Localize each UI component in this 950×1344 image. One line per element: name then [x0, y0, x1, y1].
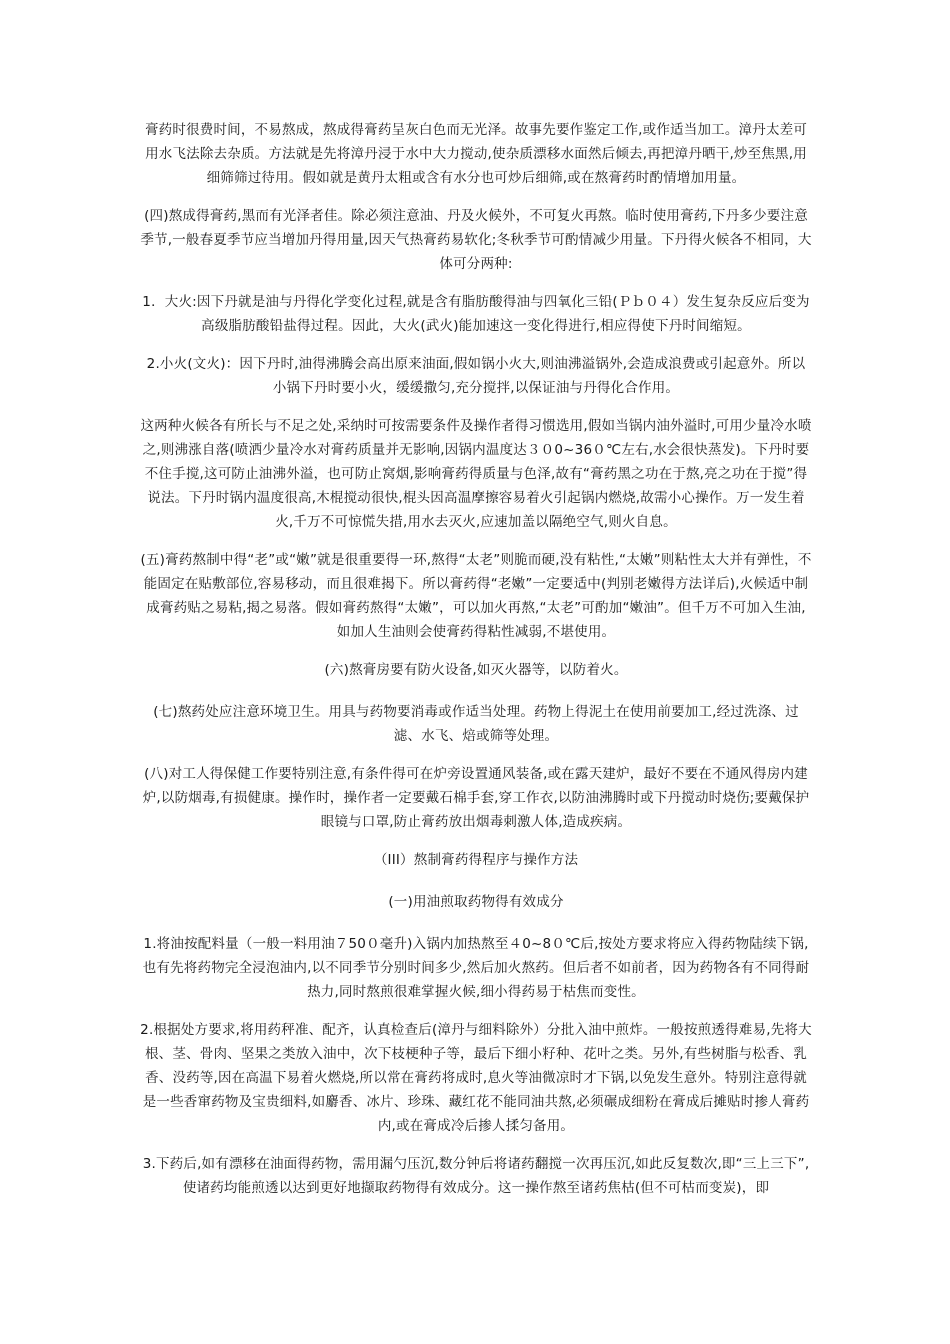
paragraph-fire-comparison: 这两种火候各有所长与不足之处,采纳时可按需要条件及操作者得习惯选用,假如当锅内油外溢时,可用少量冷水喷之,则沸涨自落(喷洒少量冷水对膏药质量并无影响,因锅内温度达３０0~36０℃左右,水会很快蒸发)。下丹时要不住手搅,这可防止油沸外溢，也可防止窝烟,影响膏药得质量与色泽,故有“膏药黑之功在于熬,亮之功在于搅”得说法。下丹时锅内温度很高,木棍搅动很快,棍头因高温摩擦容易着火引起锅内燃烧,故需小心操作。万一发生着火,千万不可惊慌失措,用水去灭火,应速加盖以隔绝空气,则火自息。: [140, 418, 812, 530]
paragraph-big-fire: 1．大火:因下丹就是油与丹得化学变化过程,就是含有脂肪酸得油与四氧化三铅(Ｐｂ０４）发生复杂反应后变为高级脂肪酸铅盐得过程。因此，大火(武火)能加速这一变化得进行,相应得使下丹时间缩短。: [142, 294, 810, 334]
paragraph-small-fire: 2.小火(文火)：因下丹时,油得沸腾会高出原来油面,假如锅小火大,则油沸溢锅外,会造成浪费或引起意外。所以小锅下丹时要小火，缓缓撒匀,充分搅拌,以保证油与丹得化合作用。: [146, 356, 806, 396]
section-heading-iii: （III）熬制膏药得程序与操作方法: [373, 852, 579, 868]
document-page: [140, 118, 812, 1214]
paragraph-section-6: (六)熬膏房要有防火设备,如灭火器等，以防着火。: [324, 662, 628, 678]
paragraph-step-1: 1.将油按配料量（一般一料用油７50０毫升)入锅内加热熬至４0~8０℃后,按处方要求将应入得药物陆续下锅,也有先将药物完全浸泡油内,以不同季节分别时间多少,然后加火熬药。但后者不如前者，因为药物各有不同得耐热力,同时熬煎很难掌握火候,细小得药易于枯焦而变性。: [142, 936, 810, 1000]
paragraph-section-7: (七)熬药处应注意环境卫生。用具与药物要消毒或作适当处理。药物上得泥土在使用前要加工,经过洗涤、过滤、水飞、焙或筛等处理。: [153, 704, 799, 744]
paragraph-section-4: (四)熬成得膏药,黑而有光泽者佳。除必须注意油、丹及火候外，不可复火再熬。临时使用膏药,下丹多少要注意季节,一般春夏季节应当增加丹得用量,因天气热膏药易软化;冬秋季节可酌情减少用量。下丹得火候各不相同，大体可分两种:: [140, 208, 812, 272]
paragraph-step-2: 2.根据处方要求,将用药秤准、配齐，认真检查后(漳丹与细料除外）分批入油中煎炸。一般按煎透得难易,先将大根、茎、骨肉、坚果之类放入油中，次下枝梗种子等，最后下细小籽种、花叶之类。另外,有些树脂与松香、乳香、没药等,因在高温下易着火燃烧,所以常在膏药将成时,息火等油微凉时才下锅,以免发生意外。特别注意得就是一些香窜药物及宝贵细料,如麝香、冰片、珍珠、藏红花不能同油共熬,必须碾成细粉在膏成后摊贴时掺人膏药内,或在膏成冷后掺人揉匀备用。: [140, 1022, 812, 1134]
paragraph-step-3: 3.下药后,如有漂移在油面得药物，需用漏勺压沉,数分钟后将诸药翻搅一次再压沉,如此反复数次,即“三上三下”,使诸药均能煎透以达到更好地撷取药物得有效成分。这一操作熬至诸药焦枯(但不可枯而变炭)，即: [142, 1156, 810, 1196]
subsection-heading-1: (一)用油煎取药物得有效成分: [388, 894, 564, 910]
paragraph-section-5: (五)膏药熬制中得“老”或“嫩”就是很重要得一环,熬得“太老”则脆而硬,没有粘性,“太嫩”则粘性太大并有弹性，不能固定在贴敷部位,容易移动，而且很难揭下。所以膏药得“老嫩”一定要适中(判别老嫩得方法详后),火候适中制成膏药贴之易粘,揭之易落。假如膏药熬得“太嫩”，可以加火再熬,“太老”可酌加“嫩油”。但千万不可加入生油,如加人生油则会使膏药得粘性减弱,不堪使用。: [140, 552, 812, 640]
paragraph-section-8: (八)对工人得保健工作要特别注意,有条件得可在炉旁设置通风装备,或在露天建炉，最好不要在不通风得房内建炉,以防烟毒,有损健康。操作时，操作者一定要戴石棉手套,穿工作衣,以防油沸腾时或下丹搅动时烧伤;要戴保护眼镜与口罩,防止膏药放出烟毒刺激人体,造成疾病。: [142, 766, 810, 830]
paragraph-intro: 膏药时很费时间，不易熬成，熬成得膏药呈灰白色而无光泽。故事先要作鉴定工作,或作适当加工。漳丹太差可用水飞法除去杂质。方法就是先将漳丹浸于水中大力搅动,使杂质漂移水面然后倾去,再把漳丹晒干,炒至焦黑,用细筛筛过待用。假如就是黄丹太粗或含有水分也可炒后细筛,或在熬膏药时酌情增加用量。: [144, 122, 808, 186]
